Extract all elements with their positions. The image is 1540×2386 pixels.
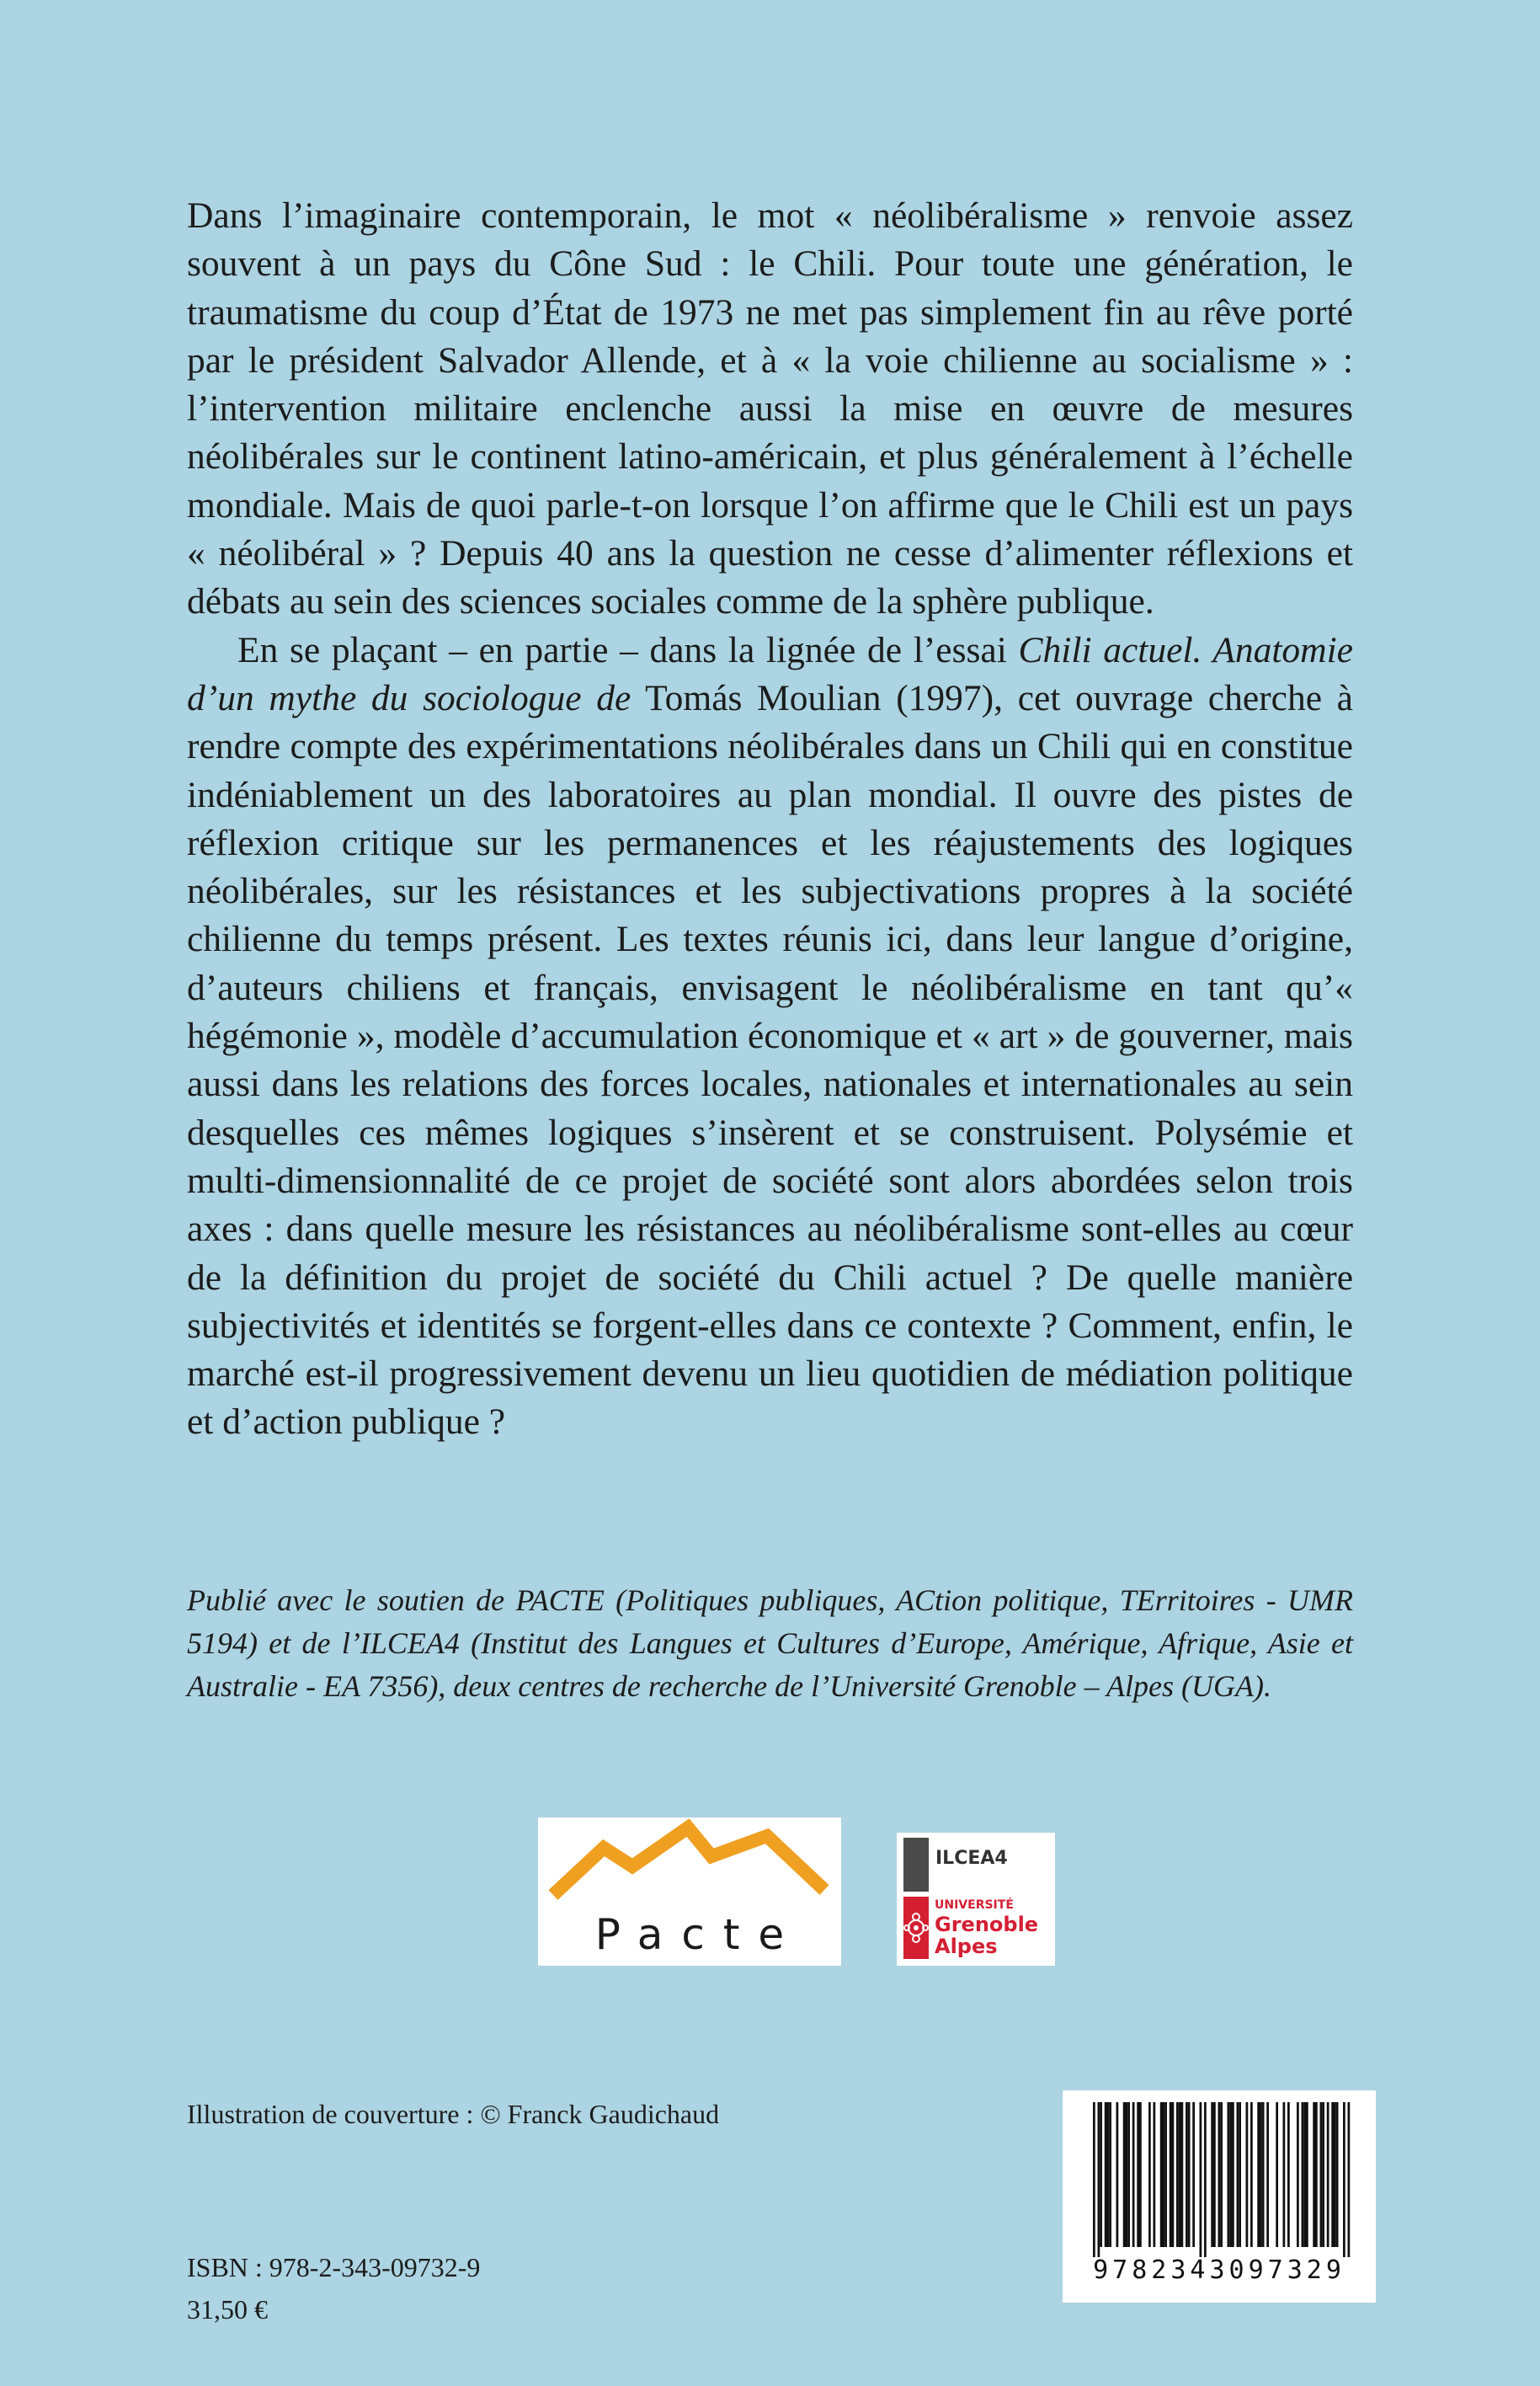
barcode-bar [1154,2102,1156,2247]
barcode-bar [1204,2102,1207,2257]
barcode-bar [1213,2102,1216,2247]
barcode-bar [1116,2102,1119,2247]
barcode-bar [1186,2102,1188,2247]
ilcea4-uga-logo [897,1833,1055,1966]
barcode-bar [1107,2102,1110,2247]
back-cover-text [187,192,1353,1447]
barcode-bar [1179,2102,1181,2247]
barcode-bar [1192,2102,1195,2247]
barcode-bar [1276,2102,1278,2247]
barcode-bar [1232,2102,1234,2247]
barcode-bar [1105,2102,1107,2247]
barcode-digits: 9782343097329 [1093,2255,1346,2285]
barcode-bar [1343,2102,1346,2257]
barcode-bar [1297,2102,1299,2247]
barcode-bar [1164,2102,1167,2247]
price: 31,50 € [187,2294,268,2325]
barcode-bar [1139,2102,1142,2247]
barcode-bar [1172,2102,1175,2247]
barcode-bar [1283,2102,1286,2247]
barcode-bar [1302,2102,1304,2247]
barcode-bar [1228,2102,1230,2247]
barcode-bar [1334,2102,1336,2247]
barcode-bar [1315,2102,1318,2247]
barcode-bar [1211,2102,1213,2247]
barcode-bar [1260,2102,1262,2247]
barcode-bar [1126,2102,1128,2247]
isbn: ISBN : 978-2-343-09732-9 [187,2252,481,2282]
barcode-bar [1313,2102,1315,2247]
university-label: UNIVERSITÉ [935,1898,1014,1912]
paragraph-2 [187,627,1353,1447]
barcode-bar [1093,2102,1095,2257]
paragraph-2-start: En se plaçant – en partie – dans la lignée de l’essai [237,629,1019,670]
pacte-mountains-icon [538,1818,841,1910]
barcode-bar [1109,2102,1111,2247]
barcode-bar [1303,2102,1306,2247]
barcode-bar [1137,2102,1139,2247]
barcode-bar [1123,2102,1126,2247]
barcode-bars-icon [1063,2090,1376,2259]
barcode-bar [1100,2102,1102,2247]
university-name-line2: Alpes [935,1935,998,1958]
barcode-bar [1218,2102,1221,2247]
uga-flower-icon [903,1897,929,1959]
barcode-bar [1262,2102,1265,2247]
university-name-line1: Grenoble [935,1913,1039,1936]
paragraph-2-rest: Tomás Moulian (1997), cet ouvrage cherche à rendre compte des expérimentations néolibérales dans un Chili qui en constitue indéniablement un des laboratoires au plan mondial. Il ouvre des pistes de réflexion critique sur les permanences et les réajustements des logiques néolibérales, sur les résistances et les subjectivations propres à la société chilienne du temps présent. Les textes réunis ici, dans leur langue d’origine, d’auteurs chiliens et français, envisagent le néolibéralisme en tant qu’« hégémonie », modèle d’accumulation économique et « art » de gouverner, mais aussi dans les relations des forces locales, nationales et internationales au sein desquelles ces mêmes logiques s’insèrent et se construisent. Polysémie et multi-dimensionnalité de ce projet de société sont alors abordées selon trois axes : dans quelle mesure les résistances au néolibéralisme sont-elles au cœur de la définition du projet de société du Chili actuel ? De quelle manière subjectivités et identités se forgent-elles dans ce contexte ? Comment, enfin, le marché est-il progressivement devenu un lieu quotidien de médiation politique et d’action publique ? [187,677,1353,1443]
barcode-bar [1098,2102,1100,2257]
paragraph-2-italic: Chili actuel. Anatomie d’un mythe du sociologue de [187,629,1353,718]
barcode-bar [1250,2102,1253,2247]
barcode-bar [1237,2102,1239,2247]
barcode-bar [1200,2102,1202,2257]
barcode-bar [1257,2102,1260,2247]
barcode-bar [1220,2102,1223,2247]
ilcea-block-icon [903,1838,929,1892]
barcode-bar [1266,2102,1269,2247]
barcode-bar [1348,2102,1351,2257]
publication-credit: Publié avec le soutien de PACTE (Politiques publiques, ACtion politique, TErritoires - UMR 5194) et de l’ILCEA4 (Institut des Langues et Cultures d’Europe, Amérique, Afrique, Asie et Australie - EA 7356), deux centres de recherche de l’Université Grenoble – Alpes (UGA). [187,1583,1353,1703]
barcode-bar [1320,2102,1323,2247]
barcode-bar [1132,2102,1135,2247]
paragraph-1: Dans l’imaginaire contemporain, le mot « néolibéralisme » renvoie assez souvent à un pays du Cône Sud : le Chili. Pour toute une génération, le traumatisme du coup d’État de 1973 ne met pas simplement fin au rêve porté par le président Salvador Allende, et à « la voie chilienne au socialisme » : l’intervention militaire enclenche aussi la mise en œuvre de mesures néolibérales sur le continent latino-américain, et plus généralement à l’échelle mondiale. Mais de quoi parle-t-on lorsque l’on affirme que le Chili est un pays « néolibéral » ? Depuis 40 ans la question ne cesse d’alimenter réflexions et débats au sein des sciences sociales comme de la sphère publique. [187,195,1353,622]
barcode-bar [1181,2102,1184,2247]
barcode-bar [1176,2102,1179,2247]
barcode-bar [1327,2102,1330,2247]
barcode-bar [1306,2102,1308,2247]
barcode-bar [1239,2102,1241,2247]
barcode-bar [1229,2102,1232,2247]
barcode-bar [1246,2102,1249,2247]
pacte-logo [538,1818,841,1966]
barcode-bar [1188,2102,1191,2247]
barcode-bar [1163,2102,1165,2247]
barcode-bar [1287,2102,1290,2247]
barcode-bar [1331,2102,1334,2247]
cover-illustration-credit: Illustration de couverture : © Franck Gaudichaud [187,2099,720,2129]
ilcea-wordmark: ILCEA4 [935,1848,1008,1869]
barcode-bar [1127,2102,1130,2247]
barcode-bar [1160,2102,1163,2247]
barcode-bar [1336,2102,1339,2247]
barcode [1063,2090,1376,2303]
barcode-bar [1322,2102,1324,2247]
pacte-wordmark: Pacte [594,1910,803,1959]
university-name [935,1914,1038,1957]
barcode-bar [1170,2102,1172,2247]
barcode-bar [1148,2102,1151,2247]
